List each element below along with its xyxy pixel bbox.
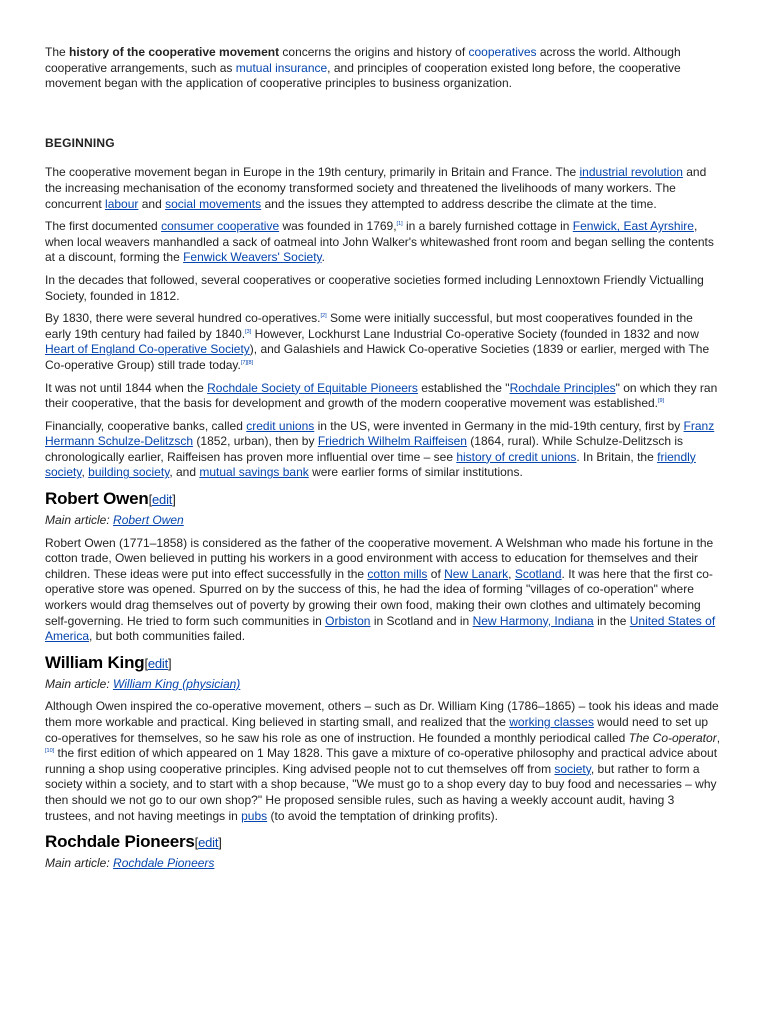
text-run: Although Owen inspired the co-operative movement, others – such as Dr. William King (1786–1865) – took his ideas and made them more workable and practical. King believed in starting small, and realized that the	[45, 699, 719, 729]
bracket: ]	[172, 492, 176, 508]
link-main-article-robert-owen[interactable]: Robert Owen	[113, 513, 184, 528]
link-working-classes[interactable]: working classes	[509, 715, 594, 729]
link-industrial-revolution[interactable]: industrial revolution	[579, 165, 683, 180]
text-run: The first documented	[45, 219, 162, 234]
text-run: in the	[593, 613, 630, 628]
text-run: By 1830, there were several hundred co-operatives.	[45, 311, 321, 326]
text-run: was founded in 1769,	[279, 219, 397, 234]
link-heart-of-england[interactable]: Heart of England Co-operative Society	[45, 342, 250, 357]
text-run: ,	[508, 566, 515, 581]
main-article-note	[45, 513, 721, 529]
link-schulze-delitzsch[interactable]: Franz Hermann Schulze-Delitzsch	[45, 418, 715, 449]
text-run: .	[321, 250, 325, 265]
link-cotton-mills[interactable]: cotton mills	[367, 566, 428, 581]
section-heading-beginning: BEGINNING	[45, 135, 115, 150]
text-run: and	[138, 196, 166, 211]
link-rochdale-society[interactable]: Rochdale Society of Equitable Pioneers	[207, 380, 418, 395]
bold-term: history of the cooperative movement	[69, 45, 280, 59]
edit-link[interactable]: edit	[147, 655, 169, 671]
text-run: ,	[716, 730, 721, 745]
main-article-note	[45, 856, 721, 872]
link-building-society[interactable]: building society	[88, 465, 170, 480]
link-mutual-insurance[interactable]: mutual insurance	[235, 60, 328, 75]
text-run: The	[45, 45, 70, 59]
link-rochdale-principles[interactable]: Rochdale Principles	[509, 380, 616, 395]
citation-ref[interactable]: [1]	[396, 221, 403, 228]
text-run: were earlier forms of similar institutions.	[308, 465, 523, 480]
text-run: established the "	[417, 380, 510, 395]
text-run: in a barely furnished cottage in	[402, 219, 573, 234]
text-run: , but both communities failed.	[89, 629, 246, 644]
text-run: the first edition of which appeared on 1 May 1828. This gave a mixture of co-operative philosophy and practical advice about running a shop using cooperative principles. King advised people not to cut themselves off from	[45, 746, 718, 776]
heading-text: William King	[45, 652, 145, 672]
section-heading-rochdale-pioneers	[45, 831, 721, 854]
article-body	[45, 45, 721, 879]
bracket: ]	[218, 835, 222, 851]
text-run: Robert Owen (1771–1858) is considered as the father of the cooperative movement. A Welshman who made his fortune in the cotton trade, Owen believed in putting his workers in a good environment with access to education for themselves and their children. These ideas were put into effect successfully in the	[45, 535, 714, 581]
link-scotland[interactable]: Scotland	[514, 566, 562, 581]
paragraph-beginning-4	[45, 311, 721, 373]
main-article-prefix: Main article:	[45, 856, 114, 871]
link-main-article-william-king[interactable]: William King (physician)	[113, 676, 241, 691]
link-consumer-cooperative[interactable]: consumer cooperative	[161, 219, 280, 234]
main-article-prefix: Main article:	[45, 513, 114, 528]
edit-link[interactable]: edit	[152, 492, 173, 508]
text-run: concerns the origins and history of	[279, 45, 469, 59]
text-run: and the increasing mechanisation of the economy transformed society and threatened the livelihoods of many workers. The concurrent	[45, 165, 707, 211]
bracket: ]	[168, 655, 172, 671]
text-run: It was not until 1844 when the	[45, 380, 208, 395]
paragraph-beginning-3: In the decades that followed, several cooperatives or cooperative societies formed including Lennoxtown Friendly Victualling Society, founded in 1812.	[45, 272, 704, 303]
link-labour[interactable]: labour	[105, 196, 139, 211]
text-run: , but rather to form a society within a society, and to start with a shop because, "We must go to a shop every day to buy food and necessaries – why then should we not go to our own shop?" He proposed sensible rules, such as having a weekly account audit, having 3 trustees, and not having meetings in	[45, 761, 717, 823]
paragraph-king-1	[45, 699, 721, 824]
link-raiffeisen[interactable]: Friedrich Wilhelm Raiffeisen	[317, 434, 467, 449]
citation-ref[interactable]: [9]	[658, 398, 665, 405]
paragraph-beginning-1	[45, 165, 721, 212]
heading-text: Robert Owen	[45, 489, 149, 509]
text-run: (1852, urban), then by	[193, 434, 318, 449]
text-run: . In Britain, the	[576, 449, 658, 464]
text-run: (to avoid the temptation of drinking profits).	[267, 808, 498, 823]
citation-ref[interactable]: [7][8]	[240, 359, 254, 366]
text-run: ), and Galashiels and Hawick Co-operative Societies (1839 or earlier, merged with The Co-operative Group) still trade today.	[45, 342, 710, 372]
heading-text: Rochdale Pioneers	[45, 832, 195, 852]
text-run: Some were initially successful, but most cooperatives founded in the early 19th century had failed by 1840.	[45, 311, 693, 341]
periodical-title: The Co-operator	[628, 730, 717, 745]
text-run: in the US, were invented in Germany in the mid-19th century, first by	[314, 418, 684, 433]
link-new-lanark[interactable]: New Lanark	[444, 566, 509, 581]
main-article-note	[45, 677, 721, 693]
link-orbiston[interactable]: Orbiston	[325, 613, 371, 628]
bracket: [	[148, 492, 153, 508]
citation-ref[interactable]: [10]	[45, 748, 55, 755]
text-run: would need to set up co-operatives for themselves, so he saw his role as one of instruction. He founded a monthly periodical called	[45, 715, 709, 745]
edit-link[interactable]: edit	[198, 835, 219, 851]
bracket: [	[194, 835, 199, 851]
intro-paragraph	[45, 45, 721, 92]
section-heading-william-king	[45, 652, 721, 675]
text-run: , and principles of cooperation existed long before, the cooperative movement began with the application of cooperative principles to business organization.	[45, 60, 681, 91]
link-fenwick-east-ayrshire[interactable]: Fenwick, East Ayrshire	[572, 219, 694, 234]
link-credit-unions[interactable]: credit unions	[246, 418, 315, 433]
text-run: (1864, rural). While Schulze-Delitzsch is chronologically earlier, Raiffeisen has proven more influential over time – see	[45, 434, 684, 464]
text-run: of	[427, 566, 445, 581]
section-heading-robert-owen	[45, 488, 721, 511]
citation-ref[interactable]: [2]	[320, 313, 327, 320]
text-run: , and	[169, 465, 200, 480]
paragraph-beginning-5	[45, 381, 721, 412]
link-cooperatives[interactable]: cooperatives	[468, 45, 537, 59]
text-run: Financially, cooperative banks, called	[45, 418, 247, 433]
link-pubs[interactable]: pubs	[241, 808, 268, 823]
text-run: across the world. Although cooperative arrangements, such as	[45, 45, 681, 75]
text-run: The cooperative movement began in Europe in the 19th century, primarily in Britain and France. The	[45, 165, 580, 180]
text-run: in Scotland and in	[370, 613, 473, 628]
text-run: and the issues they attempted to address describe the climate at the time.	[261, 196, 657, 211]
text-run: " on which they ran their cooperative, that the basis for development and growth of the modern cooperative movement was established.	[45, 380, 718, 411]
link-main-article-rochdale-pioneers[interactable]: Rochdale Pioneers	[113, 856, 215, 871]
text-run: ,	[81, 465, 89, 480]
link-history-of-credit-unions[interactable]: history of credit unions	[456, 449, 577, 464]
link-united-states[interactable]: United States of America	[45, 613, 716, 644]
link-social-movements[interactable]: social movements	[165, 196, 262, 211]
text-run: However, Lockhurst Lane Industrial Co-operative Society (founded in 1832 and now	[251, 326, 699, 341]
link-friendly-society[interactable]: friendly society	[45, 449, 696, 480]
link-new-harmony-indiana[interactable]: New Harmony, Indiana	[472, 613, 594, 628]
citation-ref[interactable]: [3]	[245, 328, 252, 335]
paragraph-beginning-6	[45, 419, 721, 481]
main-article-prefix: Main article:	[45, 676, 114, 691]
paragraph-owen-1	[45, 536, 721, 645]
text-run: , when local weavers manhandled a sack of oatmeal into John Walker's whitewashed front room and began selling the contents at a discount, forming the	[45, 219, 714, 265]
link-fenwick-weavers-society[interactable]: Fenwick Weavers' Society	[183, 250, 322, 265]
bracket: [	[144, 655, 148, 671]
link-society[interactable]: society	[554, 761, 591, 776]
paragraph-beginning-2	[45, 219, 721, 266]
text-run: . It was here that the first co-operative store was opened. Spurred on by the success of this, he had the idea of forming "villages of co-operation" where workers would drag themselves out of poverty by growing their own food, making their own clothes and ultimately becoming self-governing. He tried to form such communities in	[45, 566, 713, 628]
link-mutual-savings-bank[interactable]: mutual savings bank	[199, 465, 309, 480]
